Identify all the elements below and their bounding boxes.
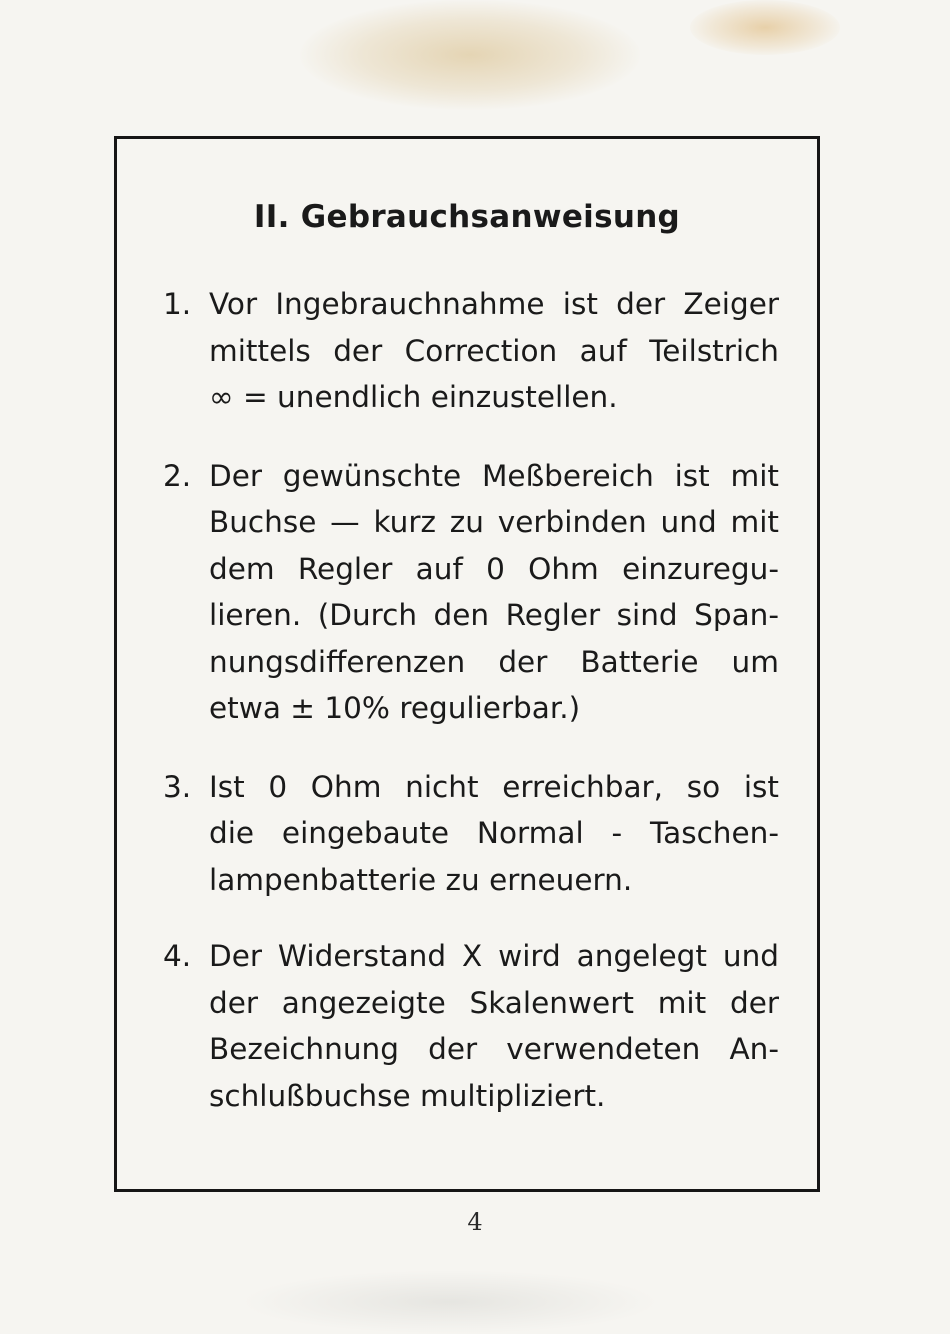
item-line: lampenbatterie zu erneuern. [209,862,633,897]
item-line: Ist 0 Ohm nicht erreichbar, so ist [209,769,779,804]
paper-stain-top-right [690,0,840,55]
paper-stain-top [300,0,640,110]
instruction-item [157,764,779,904]
item-line: ∞ = unendlich einzustellen. [209,380,618,414]
instruction-item [157,933,779,1119]
item-line: mittels der Correction auf Teilstrich [209,333,779,368]
item-number: 4. [163,939,192,973]
item-number: 3. [163,769,192,804]
item-line: lieren. (Durch den Regler sind Span- [209,598,779,632]
instruction-list [157,281,779,1151]
item-line: nungsdifferenzen der Batterie um [209,644,779,679]
content-frame [114,136,820,1192]
item-line: Der gewünschte Meßbereich ist mit [209,458,779,493]
item-line: Vor Ingebrauchnahme ist der Zeiger [209,287,779,321]
item-number: 2. [163,458,192,493]
page-number: 4 [467,1208,483,1236]
item-line: die eingebaute Normal - Taschen- [209,816,779,850]
paper-smudge-bottom [240,1270,660,1334]
instruction-item [157,281,779,421]
item-line: Der Widerstand X wird angelegt und [209,939,779,973]
item-line: Bezeichnung der verwendeten An- [209,1032,779,1066]
item-line: Buchse — kurz zu verbinden und mit [209,505,779,539]
instruction-item [157,453,779,732]
item-line: der angezeigte Skalenwert mit der [209,985,779,1020]
item-line: schlußbuchse multipliziert. [209,1078,606,1113]
section-heading: II. Gebrauchsanweisung [253,199,681,235]
item-line: dem Regler auf 0 Ohm einzuregu- [209,551,779,586]
item-number: 1. [163,287,192,321]
item-line: etwa ± 10% regulierbar.) [209,691,581,725]
